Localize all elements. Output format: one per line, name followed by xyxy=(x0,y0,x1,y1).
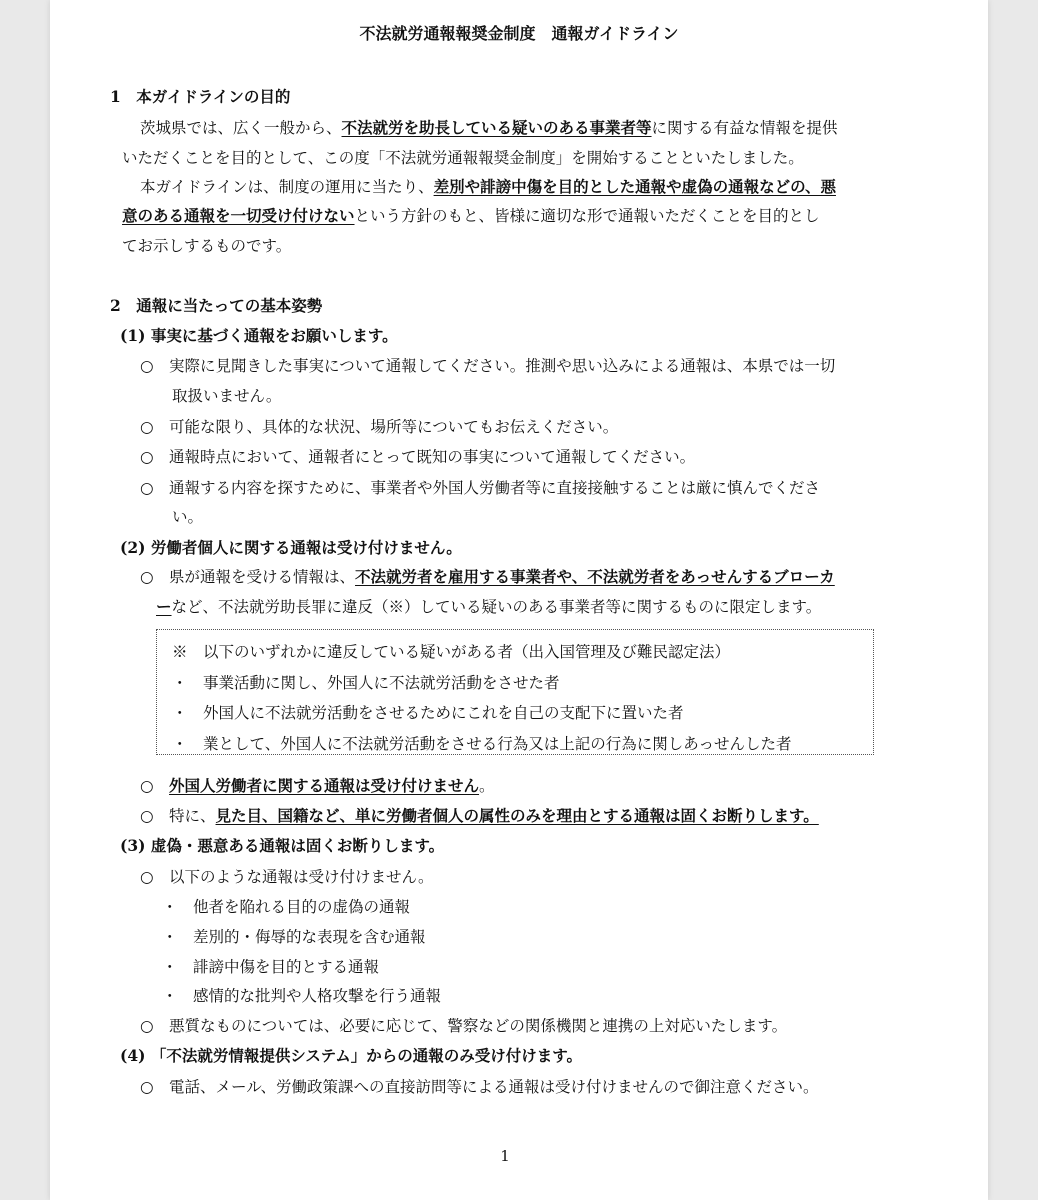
body-text: 茨城県では、広く一般から、 xyxy=(140,119,342,137)
subsection-3-bullet-3: ・ 誹謗中傷を目的とする通報 xyxy=(162,958,380,976)
emphasis-text: 意のある通報を一切受け付けない xyxy=(122,206,355,225)
emphasis-text: 不法就労を助長している疑いのある事業者等 xyxy=(341,118,652,137)
section-2-heading: 2 通報に当たっての基本姿勢 xyxy=(110,296,323,315)
document-page xyxy=(50,0,988,1200)
subsection-1-heading: (1) 事実に基づく通報をお願いします。 xyxy=(120,326,398,345)
page-number: 1 xyxy=(500,1147,510,1165)
subsection-2-item-1 xyxy=(140,567,835,587)
subsection-1-item-4-cont: い。 xyxy=(172,508,204,526)
body-text: ○ 特に、 xyxy=(140,807,216,825)
subsection-1-item-4: ○ 通報する内容を探すために、事業者や外国人労働者等に直接接触することは厳に慎んでくださ xyxy=(140,479,821,497)
subsection-1-item-1: ○ 実際に見聞きした事実について通報してください。推測や思い込みによる通報は、本県では一切 xyxy=(140,357,836,375)
note-box-line-2: ・ 事業活動に関し、外国人に不法就労活動をさせた者 xyxy=(172,674,560,692)
note-box-line-3: ・ 外国人に不法就労活動をさせるためにこれを自己の支配下に置いた者 xyxy=(172,704,684,722)
subsection-2-heading: (2) 労働者個人に関する通報は受け付けません。 xyxy=(120,538,462,557)
note-box-line-4: ・ 業として、外国人に不法就労活動をさせる行為又は上記の行為に関しあっせんした者 xyxy=(172,735,792,753)
note-box-line-1: ※ 以下のいずれかに違反している疑いがある者（出入国管理及び難民認定法） xyxy=(172,643,731,661)
document-title: 不法就労通報報奨金制度 通報ガイドライン xyxy=(359,24,679,43)
subsection-3-heading: (3) 虚偽・悪意ある通報は固くお断りします。 xyxy=(120,836,445,855)
section-1-para-1 xyxy=(140,118,838,138)
body-text: 本ガイドラインは、制度の運用に当たり、 xyxy=(140,178,434,196)
subsection-2-item-3 xyxy=(140,806,819,826)
emphasis-text: 不法就労者を雇用する事業者や、不法就労者をあっせんするブローカ xyxy=(355,567,835,586)
emphasis-text: 見た目、国籍など、単に労働者個人の属性のみを理由とする通報は固くお断りします。 xyxy=(215,806,819,825)
emphasis-text: 外国人労働者に関する通報は受け付けません xyxy=(169,776,480,795)
subsection-2-item-2 xyxy=(140,776,495,796)
body-text: 。 xyxy=(479,777,495,795)
subsection-1-item-1-cont: 取扱いません。 xyxy=(172,387,282,405)
section-1-para-2-cont xyxy=(122,206,820,226)
emphasis-text: ー xyxy=(156,597,172,616)
section-1-heading: 1 本ガイドラインの目的 xyxy=(110,87,291,106)
section-1-para-1-cont: いただくことを目的として、この度「不法就労通報報奨金制度」を開始することといたしました。 xyxy=(122,149,804,167)
subsection-3-bullet-4: ・ 感情的な批判や人格攻撃を行う通報 xyxy=(162,987,442,1005)
subsection-4-heading: (4) 「不法就労情報提供システム」からの通報のみ受け付けます。 xyxy=(120,1046,583,1065)
subsection-3-bullet-2: ・ 差別的・侮辱的な表現を含む通報 xyxy=(162,928,426,946)
subsection-3-bullet-1: ・ 他者を陥れる目的の虚偽の通報 xyxy=(162,898,411,916)
body-text: など、不法就労助長罪に違反（※）している疑いのある事業者等に関するものに限定します。 xyxy=(171,598,822,616)
body-text: という方針のもと、皆様に適切な形で通報いただくことを目的とし xyxy=(354,207,820,225)
subsection-1-item-3: ○ 通報時点において、通報者にとって既知の事実について通報してください。 xyxy=(140,448,696,466)
body-text: ○ 県が通報を受ける情報は、 xyxy=(140,568,356,586)
subsection-1-item-2: ○ 可能な限り、具体的な状況、場所等についてもお伝えください。 xyxy=(140,418,619,436)
section-1-para-2 xyxy=(140,177,836,197)
body-text: に関する有益な情報を提供 xyxy=(651,119,838,137)
subsection-2-item-1-cont xyxy=(156,597,821,617)
emphasis-text: 差別や誹謗中傷を目的とした通報や虚偽の通報などの、悪 xyxy=(433,177,836,196)
subsection-3-item-2: ○ 悪質なものについては、必要に応じて、警察などの関係機関と連携の上対応いたします。 xyxy=(140,1017,788,1035)
body-text: ○ xyxy=(140,777,170,795)
subsection-3-item-1: ○ 以下のような通報は受け付けません。 xyxy=(140,868,434,886)
section-1-para-2-end: てお示しするものです。 xyxy=(122,237,292,255)
subsection-4-item-1: ○ 電話、メール、労働政策課への直接訪問等による通報は受け付けませんので御注意ください。 xyxy=(140,1078,819,1096)
